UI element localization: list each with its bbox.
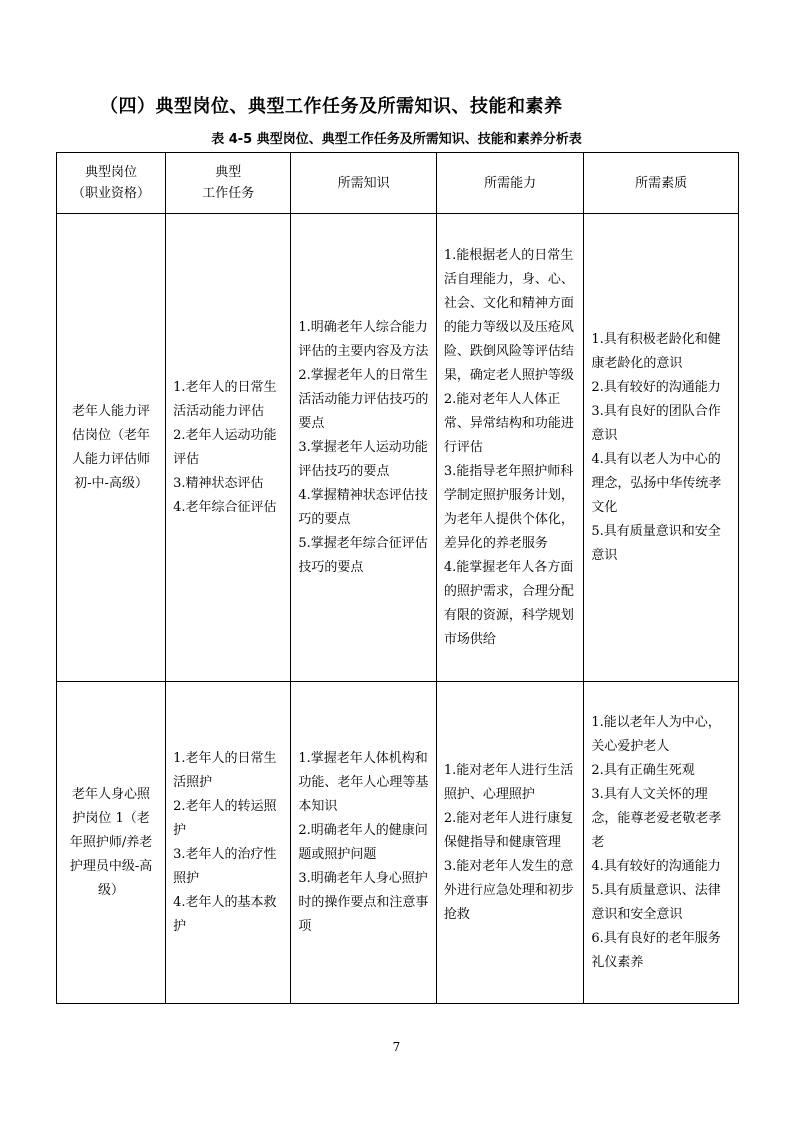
list-item: 1.具有积极老龄化和健康老龄化的意识 <box>591 331 721 371</box>
header-knowledge <box>291 153 436 214</box>
list-item: 4.老年人的基本救护 <box>173 894 277 934</box>
knowledge-cell <box>291 682 436 1004</box>
list-item: 2.能对老年人进行康复保健指导和健康管理 <box>443 810 574 850</box>
list-item: 2.老年人的转运照护 <box>173 798 277 838</box>
list-item: 4.具有较好的沟通能力 <box>591 858 721 874</box>
list-item: 1.能以老年人为中心，关心爱护老人 <box>591 714 721 754</box>
header-tasks-line1: 典型 <box>215 165 242 180</box>
header-post <box>57 153 166 214</box>
abilities-cell <box>436 682 584 1004</box>
list-item: 3.老年人的治疗性照护 <box>173 846 277 886</box>
list-item: 2.具有较好的沟通能力 <box>591 379 721 395</box>
header-abilities-label: 所需能力 <box>484 175 537 191</box>
header-post-line2: （职业资格） <box>72 186 151 201</box>
list-item: 4.老年综合征评估 <box>173 499 277 515</box>
list-item: 3.具有良好的团队合作意识 <box>591 403 721 443</box>
list-item: 2.具有正确生死观 <box>591 762 695 778</box>
list-item: 4.能掌握老年人各方面的照护需求，合理分配有限的资源，科学规划市场供给 <box>443 559 574 647</box>
page-number: 7 <box>392 1040 401 1054</box>
list-item: 3.掌握老年人运动功能评估技巧的要点 <box>298 439 428 479</box>
table-row <box>57 214 739 682</box>
list-item: 6.具有良好的老年服务礼仪素养 <box>591 930 721 970</box>
list-item: 3.能指导老年照护师科学制定照护服务计划，为老年人提供个体化，差异化的养老服务 <box>443 463 574 551</box>
list-item: 2.老年人运动功能评估 <box>173 427 277 467</box>
table-caption: 表 4-5 典型岗位、典型工作任务及所需知识、技能和素养分析表 <box>211 132 582 147</box>
list-item: 4.具有以老人为中心的理念，弘扬中华传统孝文化 <box>591 451 722 515</box>
header-post-line1: 典型岗位 <box>85 165 138 180</box>
qualities-cell <box>584 214 739 682</box>
list-item: 3.精神状态评估 <box>173 475 264 491</box>
list-item: 5.具有质量意识和安全意识 <box>591 523 721 563</box>
list-item: 1.明确老年人综合能力评估的主要内容及方法 <box>298 319 429 359</box>
table-row <box>57 682 739 1004</box>
section-heading: （四）典型岗位、典型工作任务及所需知识、技能和素养 <box>100 96 563 117</box>
list-item: 3.明确老年人身心照护时的操作要点和注意事项 <box>298 870 429 934</box>
tasks-cell <box>166 214 291 682</box>
list-item: 2.掌握老年人的日常生活活动能力评估技巧的要点 <box>298 367 429 431</box>
list-item: 5.掌握老年综合征评估技巧的要点 <box>298 535 428 575</box>
analysis-table <box>56 152 739 1004</box>
list-item: 1.老年人的日常生活活动能力评估 <box>173 379 277 419</box>
list-item: 1.老年人的日常生活照护 <box>173 750 277 790</box>
header-tasks <box>166 153 291 214</box>
header-qualities <box>584 153 739 214</box>
list-item: 3.能对老年人发生的意外进行应急处理和初步抢救 <box>443 858 574 922</box>
post-cell: 老年人身心照护岗位 1（老年照护师/养老护理员中级-高级） <box>57 682 166 1004</box>
list-item: 2.明确老年人的健康问题或照护问题 <box>298 822 428 862</box>
header-tasks-line2: 工作任务 <box>202 186 255 201</box>
list-item: 2.能对老年人人体正常、异常结构和功能进行评估 <box>443 391 574 455</box>
list-item: 1.掌握老年人体机构和功能、老年人心理等基本知识 <box>298 750 429 814</box>
header-knowledge-label: 所需知识 <box>337 175 390 191</box>
post-cell: 老年人能力评估岗位（老年人能力评估师初-中-高级） <box>57 214 166 682</box>
list-item: 3.具有人文关怀的理念，能尊老爱老敬老孝老 <box>591 786 722 850</box>
qualities-cell <box>584 682 739 1004</box>
list-item: 1.能对老年人进行生活照护、心理照护 <box>443 762 574 802</box>
header-qualities-label: 所需素质 <box>635 175 688 191</box>
list-item: 1.能根据老人的日常生活自理能力，身、心、社会、文化和精神方面的能力等级以及压疮风险、跌倒风险等评估结果，确定老人照护等级 <box>443 247 574 383</box>
knowledge-cell <box>291 214 436 682</box>
list-item: 5.具有质量意识、法律意识和安全意识 <box>591 882 721 922</box>
tasks-cell <box>166 682 291 1004</box>
abilities-cell <box>436 214 584 682</box>
header-abilities <box>436 153 584 214</box>
list-item: 4.掌握精神状态评估技巧的要点 <box>298 487 428 527</box>
table-header-row <box>57 153 739 214</box>
